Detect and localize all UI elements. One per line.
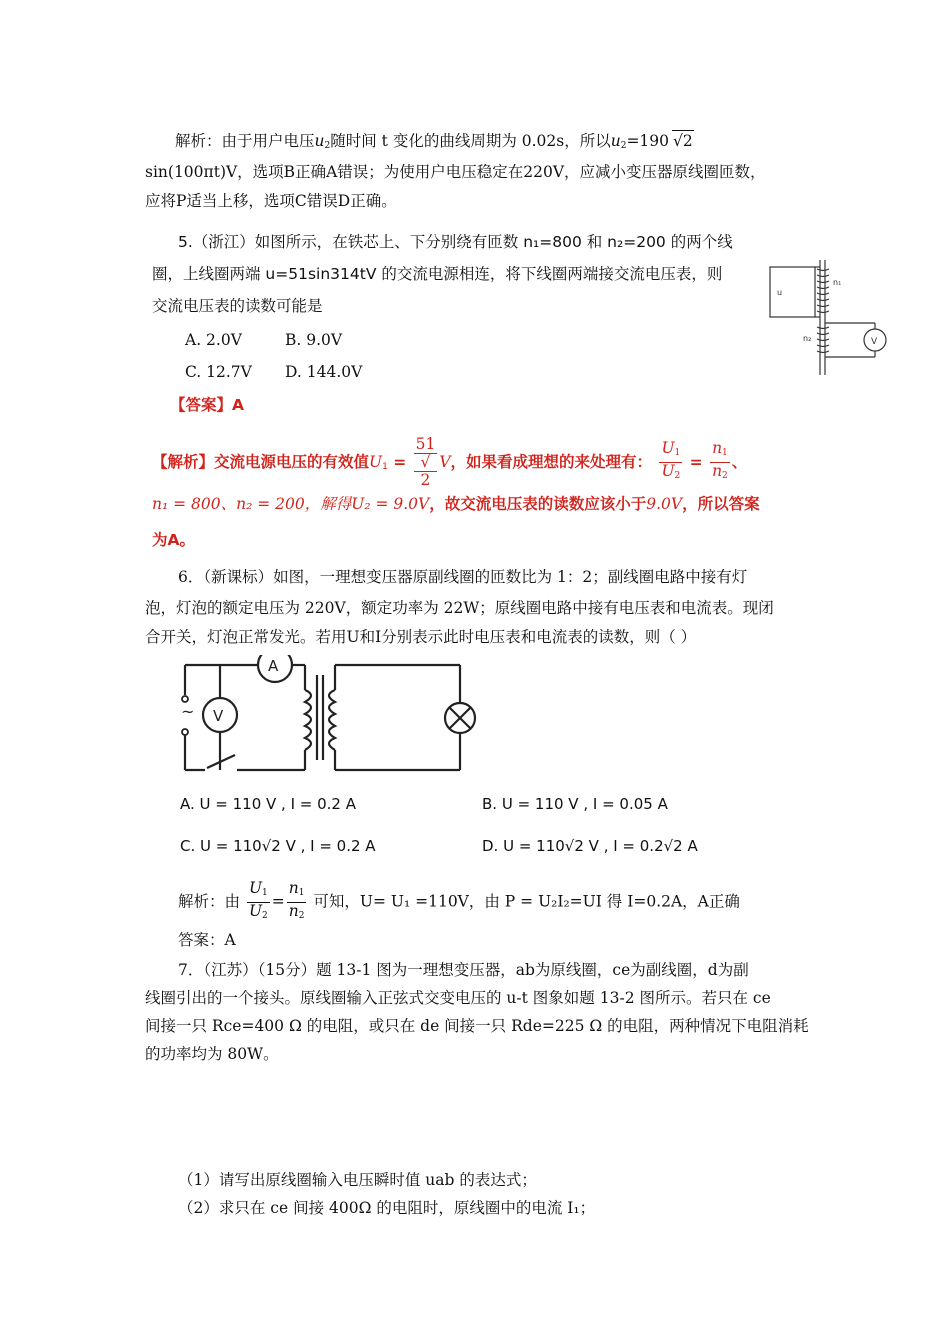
q7-subquestion-1: （1）请写出原线圈输入电压瞬时值 uab 的表达式； [178, 1171, 537, 1189]
q6-option-d: D. U = 110√2 V , I = 0.2√2 A [482, 837, 698, 855]
q6-option-a: A. U = 110 V , I = 0.2 A [180, 795, 356, 813]
q5-fig-v-label: V [871, 337, 878, 347]
q6-line-2: 泡，灯泡的额定电压为 220V，额定功率为 22W；原线圈电路中接有电压表和电流表。现闭 [145, 599, 774, 617]
q5-option-b: B. 9.0V [285, 331, 343, 349]
q5-fig-u-label: u [777, 288, 783, 297]
ammeter-label: A [268, 657, 279, 675]
q5-line-3: 交流电压表的读数可能是 [152, 297, 323, 315]
q5-explanation-line-2: n₁ = 800、n₂ = 200，解得U₂ = 9.0V，故交流电压表的读数应该小于9.0V，所以答案 [152, 495, 760, 513]
q5-line-2: 圈，上线圈两端 u=51sin314tV 的交流电源相连，将下线圈两端接交流电压表，则 [152, 265, 723, 283]
voltmeter-label: V [213, 707, 224, 725]
q6-explanation: 解析：由 $\frac{U_1}{U_2}$ = $\frac{n_1}{n_2}$ 可知，U= U₁ =110V，由 P = U₂I₂=UI 得 I=0.2A，A正确 [178, 879, 740, 921]
q6-line-1: 6．（新课标）如图，一理想变压器原副线圈的匝数比为 1：2；副线圈电路中接有灯 [178, 568, 748, 586]
q5-transformer-figure [765, 255, 895, 380]
q6-option-c: C. U = 110√2 V , I = 0.2 A [180, 837, 376, 855]
q6-line-3: 合开关，灯泡正常发光。若用U和I分别表示此时电压表和电流表的读数，则（ ） [145, 628, 697, 646]
q6-answer: 答案：A [178, 931, 236, 949]
q5-fig-n1-label: n₁ [833, 278, 842, 287]
q7-line-2: 线圈引出的一个接头。原线圈输入正弦式交变电压的 u-t 图象如题 13-2 图所示。若只在 ce [145, 989, 771, 1007]
q5-explanation-line-3: 为A。 [152, 531, 195, 549]
q5-option-d: D. 144.0V [285, 363, 363, 381]
q6-circuit-figure [175, 655, 485, 780]
q5-explanation-line-1: 【解析】交流电源电压的有效值$U_1$ = 51 √ 2 V，如果看成理想的来处理有： $\frac{U_1}{U_2}$ = $\frac{n_1}{n_2}$ 、 [152, 435, 748, 489]
q5-option-a: A. 2.0V [185, 331, 242, 349]
q5-option-c: C. 12.7V [185, 363, 252, 381]
q7-line-4: 的功率均为 80W。 [145, 1045, 279, 1063]
analysis-line-1: 解析：由于用户电压$u_2$随时间 t 变化的曲线周期为 0.02s，所以$u_2=190$ √2 [175, 132, 693, 151]
q5-line-1: 5.（浙江）如图所示，在铁芯上、下分别绕有匝数 n₁=800 和 n₂=200 的两个线 [178, 233, 733, 251]
sqrt-symbol: √2 [673, 132, 693, 150]
q6-option-b: B. U = 110 V , I = 0.05 A [482, 795, 668, 813]
q7-subquestion-2: （2）求只在 ce 间接 400Ω 的电阻时，原线圈中的电流 I₁； [178, 1199, 596, 1217]
q7-line-1: 7．（江苏）（15分）题 13-1 图为一理想变压器，ab为原线圈，ce为副线圈，d为副 [178, 961, 749, 979]
analysis-line-3: 应将P适当上移，选项C错误D正确。 [145, 192, 397, 210]
q7-line-3: 间接一只 Rce=400 Ω 的电阻，或只在 de 间接一只 Rde=225 Ω 的电阻，两种情况下电阻消耗 [145, 1017, 809, 1035]
analysis-line-2: sin(100πt)V，选项B正确A错误；为使用户电压稳定在220V，应减小变压器原线圈匝数， [145, 163, 766, 181]
q5-fig-n2-label: n₂ [803, 334, 812, 343]
ac-source-icon: ~ [181, 702, 195, 721]
q5-answer: 【答案】A [170, 396, 244, 414]
